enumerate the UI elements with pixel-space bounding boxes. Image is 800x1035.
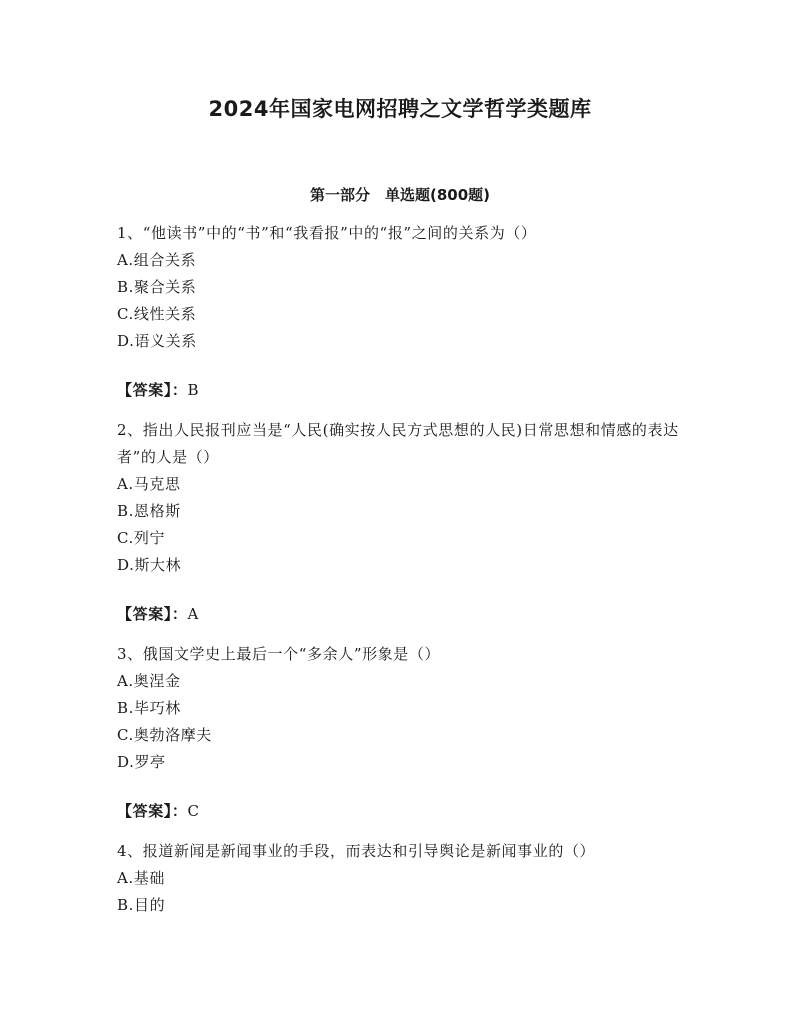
option-c: C.列宁 [117,529,166,547]
question-stem: 2、指出人民报刊应当是“人民(确实按人民方式思想的人民)日常思想和情感的表达者”的人是（） [117,421,679,466]
option-d: D.语义关系 [117,332,197,350]
section-title: 第一部分 单选题(800题) [309,186,491,204]
option-b: B.毕巧林 [117,699,181,717]
answer-value: B [187,381,200,399]
question-3 [117,641,687,825]
answer-line [117,377,687,404]
option-d: D.罗亭 [117,753,166,771]
question-list [117,220,687,919]
option-c: C.线性关系 [117,305,197,323]
option-b: B.目的 [117,896,166,914]
page-title: 2024年国家电网招聘之文学哲学类题库 [208,97,592,121]
question-stem: 4、报道新闻是新闻事业的手段，而表达和引导舆论是新闻事业的（） [117,842,596,860]
option-a: A.组合关系 [117,251,197,269]
option-d: D.斯大林 [117,556,182,574]
question-1 [117,220,687,404]
option-c: C.奥勃洛摩夫 [117,726,212,744]
option-a: A.基础 [117,869,166,887]
question-stem: 1、“他读书”中的“书”和“我看报”中的“报”之间的关系为（） [117,224,537,242]
option-a: A.奥涅金 [117,672,181,690]
answer-label: 【答案】： [117,605,188,623]
question-2 [117,417,687,628]
option-a: A.马克思 [117,475,181,493]
answer-label: 【答案】： [117,802,188,820]
answer-value: A [187,605,199,623]
answer-line [117,798,687,825]
answer-value: C [187,802,200,820]
option-b: B.恩格斯 [117,502,181,520]
question-4 [117,838,687,919]
answer-line [117,601,687,628]
answer-label: 【答案】： [117,381,188,399]
question-stem: 3、俄国文学史上最后一个“多余人”形象是（） [117,645,441,663]
option-b: B.聚合关系 [117,278,197,296]
